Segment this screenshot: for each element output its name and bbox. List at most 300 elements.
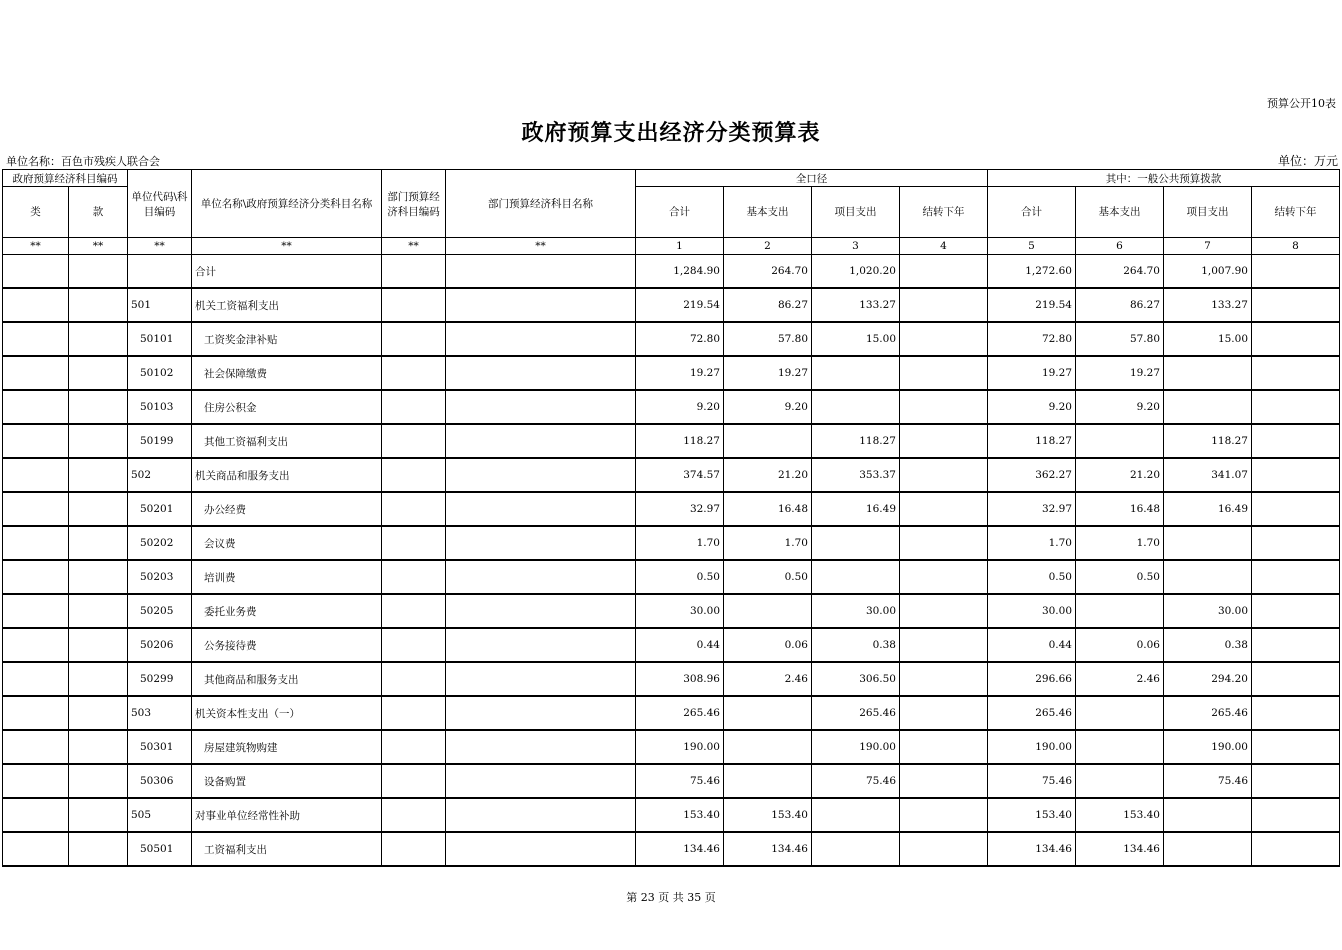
dept-name-cell [446, 696, 636, 730]
amount-cell [900, 628, 988, 662]
amount-cell [900, 526, 988, 560]
basic-header: 基本支出 [724, 187, 812, 238]
amount-cell: 0.06 [724, 628, 812, 662]
dept-code-cell [382, 764, 446, 798]
amount-cell [1252, 662, 1340, 696]
index-cell: 6 [1076, 238, 1164, 255]
amount-cell [1164, 560, 1252, 594]
amount-cell [1252, 798, 1340, 832]
amount-cell [900, 730, 988, 764]
lei-cell [3, 492, 69, 526]
lei-cell [3, 390, 69, 424]
unit-code-cell: 50306 [128, 764, 192, 798]
amount-cell: 15.00 [1164, 322, 1252, 356]
dept-name-cell [446, 560, 636, 594]
lei-cell [3, 424, 69, 458]
amount-cell [724, 730, 812, 764]
table-row [3, 458, 1340, 492]
amount-cell [1252, 322, 1340, 356]
amount-cell [900, 560, 988, 594]
unit-code-cell: 50103 [128, 390, 192, 424]
item-name-cell: 工资奖金津补贴 [192, 322, 382, 356]
stars-cell: ** [128, 238, 192, 255]
index-cell: 3 [812, 238, 900, 255]
amount-cell: 9.20 [1076, 390, 1164, 424]
dept-name-cell [446, 255, 636, 289]
amount-cell: 9.20 [724, 390, 812, 424]
index-cell: 7 [1164, 238, 1252, 255]
table-row [3, 730, 1340, 764]
item-name-cell: 其他工资福利支出 [192, 424, 382, 458]
item-name-cell: 工资福利支出 [192, 832, 382, 866]
amount-cell [1076, 764, 1164, 798]
dept-name-cell [446, 662, 636, 696]
amount-cell [900, 492, 988, 526]
unit-code-cell: 50299 [128, 662, 192, 696]
full-scope-header: 全口径 [636, 170, 988, 187]
basic-header: 基本支出 [1076, 187, 1164, 238]
amount-cell: 32.97 [636, 492, 724, 526]
amount-cell: 9.20 [988, 390, 1076, 424]
amount-cell [900, 322, 988, 356]
amount-cell [1076, 730, 1164, 764]
lei-cell [3, 832, 69, 866]
item-name-cell: 公务接待费 [192, 628, 382, 662]
index-cell: 5 [988, 238, 1076, 255]
unit-name-header: 单位名称\政府预算经济分类科目名称 [192, 170, 382, 238]
dept-code-cell [382, 594, 446, 628]
index-cell: 2 [724, 238, 812, 255]
amount-cell: 30.00 [636, 594, 724, 628]
lei-cell [3, 458, 69, 492]
dept-code-cell [382, 696, 446, 730]
budget-table [2, 169, 1340, 867]
kuan-cell [69, 764, 128, 798]
table-row [3, 798, 1340, 832]
table-row [3, 288, 1340, 322]
project-header: 项目支出 [1164, 187, 1252, 238]
kuan-cell [69, 730, 128, 764]
amount-cell [1252, 492, 1340, 526]
amount-cell: 153.40 [636, 798, 724, 832]
item-name-cell: 会议费 [192, 526, 382, 560]
amount-cell: 134.46 [636, 832, 724, 866]
dept-name-cell [446, 492, 636, 526]
dept-code-cell [382, 458, 446, 492]
amount-cell: 190.00 [1164, 730, 1252, 764]
dept-name-cell [446, 526, 636, 560]
stars-cell: ** [69, 238, 128, 255]
amount-cell: 0.50 [988, 560, 1076, 594]
amount-cell: 16.48 [1076, 492, 1164, 526]
dept-code-cell [382, 288, 446, 322]
amount-cell: 153.40 [988, 798, 1076, 832]
kuan-cell [69, 628, 128, 662]
amount-cell: 2.46 [1076, 662, 1164, 696]
total-header: 合计 [636, 187, 724, 238]
unit-code-cell: 505 [128, 798, 192, 832]
dept-code-cell [382, 526, 446, 560]
amount-cell [724, 764, 812, 798]
amount-cell: 362.27 [988, 458, 1076, 492]
gov-code-group-header: 政府预算经济科目编码 [3, 170, 128, 187]
dept-code-cell [382, 322, 446, 356]
table-row [3, 696, 1340, 730]
unit-code-cell: 503 [128, 696, 192, 730]
dept-name-cell [446, 288, 636, 322]
unit-code-cell: 50301 [128, 730, 192, 764]
unit-code-cell: 50501 [128, 832, 192, 866]
amount-cell [812, 526, 900, 560]
dept-name-header: 部门预算经济科目名称 [446, 170, 636, 238]
amount-cell [1252, 696, 1340, 730]
amount-cell: 265.46 [812, 696, 900, 730]
amount-cell [1164, 356, 1252, 390]
amount-cell [1252, 424, 1340, 458]
amount-cell [900, 662, 988, 696]
amount-cell: 264.70 [724, 255, 812, 289]
amount-cell [1164, 832, 1252, 866]
amount-cell [1076, 696, 1164, 730]
amount-cell: 265.46 [1164, 696, 1252, 730]
unit-code-cell: 50101 [128, 322, 192, 356]
kuan-cell [69, 696, 128, 730]
lei-cell [3, 526, 69, 560]
amount-cell [812, 560, 900, 594]
amount-cell [1252, 730, 1340, 764]
lei-cell [3, 322, 69, 356]
table-number-note: 预算公开10表 [1267, 97, 1336, 110]
stars-cell: ** [3, 238, 69, 255]
lei-cell [3, 798, 69, 832]
amount-cell: 190.00 [988, 730, 1076, 764]
amount-cell: 1,020.20 [812, 255, 900, 289]
dept-name-cell [446, 628, 636, 662]
kuan-cell [69, 594, 128, 628]
amount-cell [1076, 424, 1164, 458]
unit-code-cell: 50102 [128, 356, 192, 390]
amount-cell: 1.70 [1076, 526, 1164, 560]
amount-cell: 1.70 [988, 526, 1076, 560]
amount-cell [1252, 832, 1340, 866]
kuan-cell [69, 798, 128, 832]
unit-code-cell: 50206 [128, 628, 192, 662]
amount-cell: 21.20 [724, 458, 812, 492]
amount-cell [1252, 560, 1340, 594]
amount-cell: 57.80 [724, 322, 812, 356]
amount-cell: 0.38 [812, 628, 900, 662]
amount-cell: 9.20 [636, 390, 724, 424]
dept-name-cell [446, 798, 636, 832]
amount-cell: 118.27 [636, 424, 724, 458]
amount-cell: 16.48 [724, 492, 812, 526]
page-footer: 第 23 页 共 35 页 [626, 891, 716, 904]
amount-cell: 265.46 [636, 696, 724, 730]
item-name-cell: 社会保障缴费 [192, 356, 382, 390]
dept-name-cell [446, 594, 636, 628]
amount-cell: 0.06 [1076, 628, 1164, 662]
table-row [3, 764, 1340, 798]
dept-name-cell [446, 322, 636, 356]
stars-cell: ** [382, 238, 446, 255]
project-header: 项目支出 [812, 187, 900, 238]
amount-cell: 134.46 [988, 832, 1076, 866]
amount-cell: 19.27 [1076, 356, 1164, 390]
amount-cell: 133.27 [812, 288, 900, 322]
unit-code-header: 单位代码\科目编码 [128, 170, 192, 238]
lei-header: 类 [3, 187, 69, 238]
amount-cell [900, 356, 988, 390]
unit-name-label: 单位名称：百色市残疾人联合会 [6, 155, 160, 168]
item-name-cell: 机关资本性支出（一） [192, 696, 382, 730]
table-row [3, 356, 1340, 390]
amount-cell [1164, 798, 1252, 832]
amount-cell: 190.00 [812, 730, 900, 764]
dept-name-cell [446, 390, 636, 424]
amount-cell: 353.37 [812, 458, 900, 492]
lei-cell [3, 662, 69, 696]
kuan-header: 款 [69, 187, 128, 238]
item-name-cell: 其他商品和服务支出 [192, 662, 382, 696]
amount-cell: 134.46 [1076, 832, 1164, 866]
item-name-cell: 机关工资福利支出 [192, 288, 382, 322]
amount-cell: 0.50 [636, 560, 724, 594]
amount-cell: 153.40 [724, 798, 812, 832]
dept-code-cell [382, 560, 446, 594]
amount-cell: 265.46 [988, 696, 1076, 730]
amount-cell [812, 356, 900, 390]
amount-cell: 118.27 [812, 424, 900, 458]
unit-code-cell: 50201 [128, 492, 192, 526]
kuan-cell [69, 424, 128, 458]
amount-cell: 0.50 [724, 560, 812, 594]
item-name-cell: 委托业务费 [192, 594, 382, 628]
dept-name-cell [446, 730, 636, 764]
kuan-cell [69, 458, 128, 492]
dept-name-cell [446, 424, 636, 458]
lei-cell [3, 560, 69, 594]
unit-code-cell: 502 [128, 458, 192, 492]
lei-cell [3, 255, 69, 289]
amount-cell [900, 424, 988, 458]
dept-code-cell [382, 798, 446, 832]
amount-cell: 341.07 [1164, 458, 1252, 492]
amount-cell: 190.00 [636, 730, 724, 764]
unit-code-cell: 50202 [128, 526, 192, 560]
table-row [3, 628, 1340, 662]
stars-cell: ** [446, 238, 636, 255]
amount-cell [1252, 390, 1340, 424]
amount-cell [900, 764, 988, 798]
amount-cell [900, 390, 988, 424]
lei-cell [3, 288, 69, 322]
dept-name-cell [446, 764, 636, 798]
index-cell: 8 [1252, 238, 1340, 255]
amount-cell: 57.80 [1076, 322, 1164, 356]
unit-code-cell: 50203 [128, 560, 192, 594]
amount-cell: 134.46 [724, 832, 812, 866]
amount-cell: 0.44 [636, 628, 724, 662]
amount-cell: 133.27 [1164, 288, 1252, 322]
amount-cell [812, 390, 900, 424]
amount-cell [900, 255, 988, 289]
amount-cell: 1,272.60 [988, 255, 1076, 289]
amount-cell: 72.80 [636, 322, 724, 356]
dept-code-cell [382, 628, 446, 662]
amount-cell: 75.46 [812, 764, 900, 798]
dept-code-header: 部门预算经济科目编码 [382, 170, 446, 238]
amount-cell: 19.27 [636, 356, 724, 390]
carryover-header: 结转下年 [1252, 187, 1340, 238]
kuan-cell [69, 288, 128, 322]
kuan-cell [69, 390, 128, 424]
amount-cell: 294.20 [1164, 662, 1252, 696]
kuan-cell [69, 832, 128, 866]
amount-cell: 19.27 [724, 356, 812, 390]
lei-cell [3, 764, 69, 798]
page-title: 政府预算支出经济分类预算表 [521, 120, 821, 146]
amount-cell: 0.50 [1076, 560, 1164, 594]
amount-cell: 374.57 [636, 458, 724, 492]
amount-cell: 118.27 [1164, 424, 1252, 458]
amount-cell [900, 458, 988, 492]
amount-cell [1252, 526, 1340, 560]
amount-cell [1076, 594, 1164, 628]
lei-cell [3, 696, 69, 730]
index-cell: 4 [900, 238, 988, 255]
amount-cell [1252, 594, 1340, 628]
table-row [3, 662, 1340, 696]
dept-name-cell [446, 832, 636, 866]
amount-cell: 75.46 [1164, 764, 1252, 798]
dept-name-cell [446, 356, 636, 390]
amount-cell: 75.46 [636, 764, 724, 798]
amount-cell: 2.46 [724, 662, 812, 696]
unit-code-cell: 50205 [128, 594, 192, 628]
kuan-cell [69, 322, 128, 356]
amount-cell [900, 798, 988, 832]
amount-cell: 1.70 [724, 526, 812, 560]
lei-cell [3, 730, 69, 764]
unit-code-cell: 50199 [128, 424, 192, 458]
table-row [3, 390, 1340, 424]
amount-cell: 308.96 [636, 662, 724, 696]
amount-cell [812, 798, 900, 832]
amount-cell: 264.70 [1076, 255, 1164, 289]
dept-code-cell [382, 424, 446, 458]
dept-code-cell [382, 255, 446, 289]
amount-cell: 86.27 [724, 288, 812, 322]
amount-cell: 1.70 [636, 526, 724, 560]
lei-cell [3, 356, 69, 390]
kuan-cell [69, 560, 128, 594]
amount-cell: 21.20 [1076, 458, 1164, 492]
unit-code-cell: 501 [128, 288, 192, 322]
item-name-cell: 培训费 [192, 560, 382, 594]
amount-cell [1252, 356, 1340, 390]
amount-cell: 30.00 [988, 594, 1076, 628]
amount-cell: 75.46 [988, 764, 1076, 798]
kuan-cell [69, 356, 128, 390]
table-row [3, 526, 1340, 560]
dept-code-cell [382, 390, 446, 424]
amount-cell: 1,007.90 [1164, 255, 1252, 289]
table-row [3, 255, 1340, 289]
item-name-cell: 设备购置 [192, 764, 382, 798]
general-public-header: 其中：一般公共预算拨款 [988, 170, 1340, 187]
amount-cell [1252, 255, 1340, 289]
total-header: 合计 [988, 187, 1076, 238]
dept-code-cell [382, 832, 446, 866]
table-row [3, 832, 1340, 866]
dept-code-cell [382, 662, 446, 696]
amount-cell [900, 832, 988, 866]
amount-cell: 296.66 [988, 662, 1076, 696]
amount-cell: 0.38 [1164, 628, 1252, 662]
amount-cell [900, 288, 988, 322]
amount-cell: 32.97 [988, 492, 1076, 526]
table-row [3, 322, 1340, 356]
index-cell: 1 [636, 238, 724, 255]
amount-cell: 16.49 [812, 492, 900, 526]
item-name-cell: 房屋建筑物购建 [192, 730, 382, 764]
amount-cell: 15.00 [812, 322, 900, 356]
item-name-cell: 对事业单位经常性补助 [192, 798, 382, 832]
kuan-cell [69, 492, 128, 526]
amount-cell: 1,284.90 [636, 255, 724, 289]
amount-cell: 306.50 [812, 662, 900, 696]
lei-cell [3, 628, 69, 662]
kuan-cell [69, 662, 128, 696]
amount-cell: 153.40 [1076, 798, 1164, 832]
dept-code-cell [382, 356, 446, 390]
amount-cell [724, 424, 812, 458]
lei-cell [3, 594, 69, 628]
amount-cell [1164, 390, 1252, 424]
amount-cell: 118.27 [988, 424, 1076, 458]
item-name-cell: 合计 [192, 255, 382, 289]
table-row [3, 594, 1340, 628]
amount-cell [812, 832, 900, 866]
amount-cell [900, 594, 988, 628]
table-row [3, 560, 1340, 594]
dept-code-cell [382, 492, 446, 526]
amount-cell: 19.27 [988, 356, 1076, 390]
amount-cell: 72.80 [988, 322, 1076, 356]
item-name-cell: 办公经费 [192, 492, 382, 526]
amount-cell: 0.44 [988, 628, 1076, 662]
amount-cell [1252, 288, 1340, 322]
item-name-cell: 住房公积金 [192, 390, 382, 424]
kuan-cell [69, 255, 128, 289]
unit-code-cell [128, 255, 192, 289]
dept-name-cell [446, 458, 636, 492]
dept-code-cell [382, 730, 446, 764]
amount-cell: 86.27 [1076, 288, 1164, 322]
carryover-header: 结转下年 [900, 187, 988, 238]
amount-cell [1252, 628, 1340, 662]
amount-cell [724, 594, 812, 628]
currency-unit-label: 单位：万元 [1277, 154, 1338, 168]
amount-cell: 30.00 [812, 594, 900, 628]
kuan-cell [69, 526, 128, 560]
amount-cell: 30.00 [1164, 594, 1252, 628]
amount-cell [900, 696, 988, 730]
amount-cell [724, 696, 812, 730]
amount-cell [1252, 458, 1340, 492]
table-row [3, 424, 1340, 458]
amount-cell [1252, 764, 1340, 798]
